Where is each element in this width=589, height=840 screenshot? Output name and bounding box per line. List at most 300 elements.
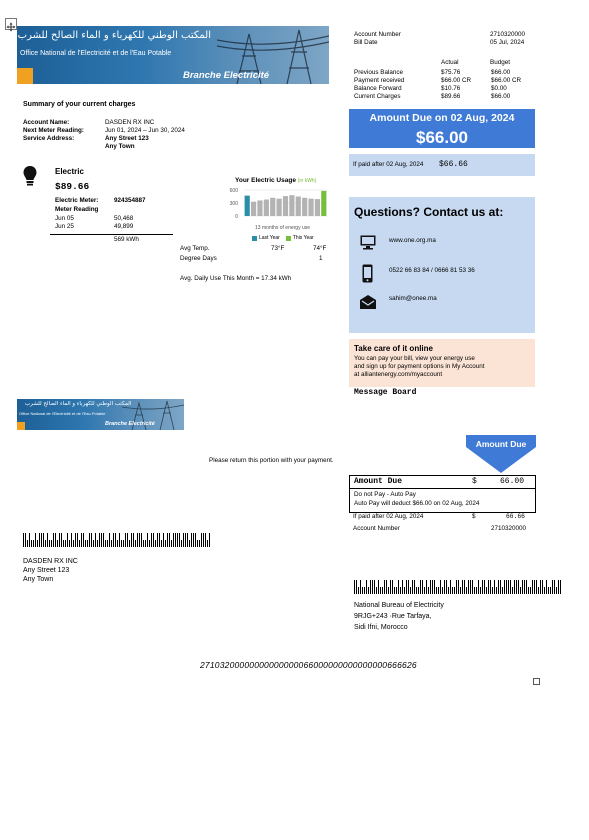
online-box bbox=[349, 339, 535, 387]
barcode-bar bbox=[131, 533, 132, 547]
barcode-bar bbox=[145, 540, 146, 547]
account-name-label: Account Name: bbox=[23, 119, 70, 126]
barcode-bar bbox=[127, 533, 128, 547]
column-actual-header: Actual bbox=[441, 59, 459, 66]
barcode-bar bbox=[440, 580, 441, 594]
barcode-bar bbox=[55, 533, 56, 547]
barcode-bar bbox=[410, 587, 411, 594]
barcode-bar bbox=[209, 533, 210, 547]
next-reading-value: Jun 01, 2024 – Jun 30, 2024 bbox=[105, 127, 185, 134]
barcode-bar bbox=[27, 540, 28, 547]
usage-bar bbox=[257, 200, 262, 216]
barcode-bar bbox=[201, 533, 202, 547]
barcode-bar bbox=[384, 580, 385, 594]
barcode-bar bbox=[504, 580, 505, 594]
barcode-bar bbox=[426, 580, 427, 594]
barcode-bar bbox=[448, 587, 449, 594]
barcode-bar bbox=[490, 580, 491, 594]
stub-account-number: 2710320000 bbox=[491, 525, 527, 532]
barcode-bar bbox=[520, 587, 521, 594]
barcode-bar bbox=[418, 587, 419, 594]
message-board-title: Message Board bbox=[354, 388, 417, 397]
barcode-bar bbox=[149, 540, 150, 547]
online-line: You can pay your bill, view your energy use bbox=[354, 355, 475, 362]
barcode-bar bbox=[470, 580, 471, 594]
barcode-bar bbox=[358, 587, 359, 594]
barcode-bar bbox=[175, 533, 176, 547]
amount-due-box bbox=[349, 109, 535, 148]
barcode-bar bbox=[364, 587, 365, 594]
barcode-bar bbox=[75, 533, 76, 547]
usage-chart bbox=[226, 176, 332, 248]
bill-date-value: 05 Jul, 2024 bbox=[490, 39, 525, 46]
barcode-bar bbox=[528, 587, 529, 594]
barcode-bar bbox=[89, 533, 90, 547]
account-number-value: 2710320000 bbox=[490, 31, 526, 38]
barcode-bar bbox=[23, 533, 24, 547]
balance-row bbox=[354, 69, 534, 101]
barcode-bar bbox=[59, 533, 60, 547]
barcode-bar bbox=[153, 533, 154, 547]
barcode-bar bbox=[57, 540, 58, 547]
barcode-bar bbox=[47, 533, 48, 547]
move-handle-icon[interactable] bbox=[5, 18, 17, 30]
barcode-bar bbox=[97, 540, 98, 547]
barcode-bar bbox=[354, 580, 355, 594]
barcode-bar bbox=[191, 533, 192, 547]
barcode-bar bbox=[498, 580, 499, 594]
stub-amount-due-value: 66.00 bbox=[500, 477, 525, 486]
barcode-bar bbox=[536, 580, 537, 594]
barcode-bar bbox=[500, 580, 501, 594]
barcode-bar bbox=[432, 580, 433, 594]
barcode-bar bbox=[382, 587, 383, 594]
barcode-bar bbox=[414, 580, 415, 594]
barcode-bar bbox=[394, 587, 395, 594]
barcode-bar bbox=[155, 540, 156, 547]
barcode-bar bbox=[356, 580, 357, 594]
usage-bar bbox=[251, 202, 256, 216]
resize-handle-icon[interactable] bbox=[533, 678, 540, 685]
usage-bar bbox=[315, 199, 320, 216]
service-address-line1: Any Street 123 bbox=[105, 135, 149, 142]
barcode-bar bbox=[450, 580, 451, 594]
barcode-bar bbox=[109, 533, 110, 547]
barcode-bar bbox=[199, 540, 200, 547]
barcode-bar bbox=[137, 533, 138, 547]
barcode-bar bbox=[65, 540, 66, 547]
barcode-bar bbox=[133, 533, 134, 547]
remit-address bbox=[354, 600, 444, 633]
barcode-bar bbox=[460, 587, 461, 594]
barcode-bar bbox=[556, 587, 557, 594]
barcode-bar bbox=[95, 533, 96, 547]
barcode-bar bbox=[171, 540, 172, 547]
barcode-bar bbox=[141, 533, 142, 547]
remit-address-line: Sidi Ifni, Morocco bbox=[354, 624, 408, 631]
barcode-bar bbox=[494, 580, 495, 594]
barcode-bar bbox=[87, 540, 88, 547]
legend-last-year-swatch bbox=[252, 236, 257, 241]
barcode-bar bbox=[119, 533, 120, 547]
barcode-bar bbox=[165, 540, 166, 547]
barcode-bar bbox=[159, 533, 160, 547]
barcode-bar bbox=[193, 533, 194, 547]
barcode-bar bbox=[522, 580, 523, 594]
mobile-phone-icon bbox=[362, 264, 373, 288]
barcode-bar bbox=[368, 587, 369, 594]
barcode-bar bbox=[173, 533, 174, 547]
barcode-bar bbox=[101, 533, 102, 547]
barcode-bar bbox=[69, 540, 70, 547]
barcode-bar bbox=[35, 533, 36, 547]
barcode-bar bbox=[372, 580, 373, 594]
amount-due-title: Amount Due on 02 Aug, 2024 bbox=[369, 112, 515, 124]
barcode-bar bbox=[123, 540, 124, 547]
summary-title: Summary of your current charges bbox=[23, 101, 136, 108]
barcode-bar bbox=[45, 540, 46, 547]
balance-row-label: Balance Forward bbox=[354, 85, 402, 92]
barcode-bar bbox=[552, 580, 553, 594]
barcode-bar bbox=[406, 580, 407, 594]
service-address-label: Service Address: bbox=[23, 135, 75, 142]
usage-bar bbox=[245, 196, 250, 216]
balance-row-label: Current Charges bbox=[354, 93, 401, 100]
postal-barcode bbox=[23, 533, 211, 547]
barcode-bar bbox=[189, 540, 190, 547]
barcode-bar bbox=[129, 540, 130, 547]
barcode-bar bbox=[51, 540, 52, 547]
barcode-bar bbox=[169, 533, 170, 547]
y-tick-label: 0 bbox=[235, 214, 238, 220]
barcode-bar bbox=[147, 533, 148, 547]
usage-chart-plot bbox=[226, 186, 332, 222]
degree-days-label: Degree Days bbox=[180, 255, 217, 262]
barcode-bar bbox=[185, 533, 186, 547]
barcode-bar bbox=[161, 540, 162, 547]
balance-row-label: Previous Balance bbox=[354, 69, 404, 76]
usage-chart-unit: (in kWh) bbox=[297, 178, 317, 184]
barcode-bar bbox=[179, 533, 180, 547]
barcode-bar bbox=[466, 587, 467, 594]
barcode-bar bbox=[516, 580, 517, 594]
barcode-bar bbox=[530, 587, 531, 594]
barcode-bar bbox=[480, 587, 481, 594]
barcode-bar bbox=[49, 540, 50, 547]
customer-address bbox=[23, 557, 78, 584]
barcode-bar bbox=[436, 587, 437, 594]
online-title: Take care of it online bbox=[354, 344, 433, 353]
barcode-bar bbox=[472, 580, 473, 594]
bill-date-label: Bill Date bbox=[354, 39, 378, 46]
return-note: Please return this portion with your payment. bbox=[209, 457, 334, 464]
barcode-bar bbox=[416, 587, 417, 594]
barcode-bar bbox=[388, 587, 389, 594]
balance-row-actual: $75.76 bbox=[441, 69, 461, 76]
lightbulb-icon bbox=[23, 165, 37, 192]
barcode-bar bbox=[446, 580, 447, 594]
barcode-bar bbox=[550, 587, 551, 594]
barcode-bar bbox=[404, 587, 405, 594]
balance-row-actual: $66.00 CR bbox=[441, 77, 472, 84]
contact-email[interactable]: sahim@onee.ma bbox=[389, 295, 437, 302]
barcode-bar bbox=[454, 587, 455, 594]
barcode-bar bbox=[121, 540, 122, 547]
barcode-bar bbox=[143, 540, 144, 547]
balance-row-budget: $0.00 bbox=[491, 85, 507, 92]
usage-chart-caption: 13 months of energy use bbox=[255, 225, 311, 231]
barcode-bar bbox=[103, 533, 104, 547]
stub-late-amount: 66.66 bbox=[506, 513, 525, 520]
autopay-line: Do not Pay - Auto Pay bbox=[354, 491, 416, 498]
barcode-bar bbox=[163, 533, 164, 547]
balance-row-budget: $66.00 bbox=[491, 93, 511, 100]
amount-due-value: $66.00 bbox=[416, 128, 468, 147]
barcode-bar bbox=[474, 587, 475, 594]
barcode-bar bbox=[408, 580, 409, 594]
barcode-bar bbox=[197, 540, 198, 547]
barcode-bar bbox=[207, 540, 208, 547]
barcode-bar bbox=[534, 580, 535, 594]
barcode-bar bbox=[484, 580, 485, 594]
balance-row-budget: $66.00 bbox=[491, 69, 511, 76]
barcode-bar bbox=[428, 587, 429, 594]
late-fee-amount: $66.66 bbox=[439, 160, 468, 169]
envelope-icon bbox=[359, 294, 377, 315]
y-tick-label: 300 bbox=[229, 201, 238, 207]
usage-bar bbox=[270, 198, 275, 216]
barcode-bar bbox=[67, 533, 68, 547]
barcode-bar bbox=[458, 580, 459, 594]
barcode-bar bbox=[167, 533, 168, 547]
legend-this-year-swatch bbox=[286, 236, 291, 241]
degree-days-value: 1 bbox=[319, 255, 323, 262]
barcode-bar bbox=[430, 580, 431, 594]
online-line[interactable]: at alliantenergy.com/myaccount bbox=[354, 371, 443, 378]
stub-banner bbox=[17, 399, 184, 430]
barcode-bar bbox=[380, 587, 381, 594]
contact-title: Questions? Contact us at: bbox=[354, 205, 504, 219]
customer-name: DASDEN RX INC bbox=[23, 558, 78, 565]
barcode-bar bbox=[79, 540, 80, 547]
contact-phone: 0522 66 83 84 / 0666 81 53 36 bbox=[389, 267, 475, 274]
barcode-bar bbox=[514, 580, 515, 594]
service-address-line2: Any Town bbox=[105, 143, 135, 150]
barcode-bar bbox=[478, 580, 479, 594]
stub-divider bbox=[350, 488, 535, 489]
barcode-bar bbox=[402, 580, 403, 594]
barcode-bar bbox=[492, 587, 493, 594]
barcode-bar bbox=[390, 580, 391, 594]
barcode-bar bbox=[422, 580, 423, 594]
usage-chart-title: Your Electric Usage bbox=[235, 177, 296, 184]
barcode-bar bbox=[412, 580, 413, 594]
barcode-bar bbox=[424, 587, 425, 594]
barcode-bar bbox=[510, 580, 511, 594]
barcode-bar bbox=[63, 540, 64, 547]
barcode-bar bbox=[486, 587, 487, 594]
customer-address-line: Any Street 123 bbox=[23, 567, 70, 574]
legend-this-year: This Year bbox=[292, 235, 314, 241]
account-number-label: Account Number bbox=[354, 31, 401, 38]
late-fee-label: If paid after 02 Aug, 2024 bbox=[353, 161, 424, 168]
barcode-bar bbox=[113, 533, 114, 547]
electric-meter-label: Electric Meter: bbox=[55, 197, 99, 204]
barcode-bar bbox=[41, 533, 42, 547]
barcode-bar bbox=[366, 580, 367, 594]
balance-row-label: Payment received bbox=[354, 77, 405, 84]
barcode-bar bbox=[542, 580, 543, 594]
barcode-bar bbox=[181, 540, 182, 547]
usage-bar bbox=[308, 199, 313, 216]
barcode-bar bbox=[540, 580, 541, 594]
barcode-bar bbox=[476, 587, 477, 594]
barcode-bar bbox=[31, 540, 32, 547]
barcode-bar bbox=[43, 533, 44, 547]
meter-reading-label: Meter Reading bbox=[55, 206, 99, 213]
electric-amount: $89.66 bbox=[55, 181, 90, 192]
barcode-bar bbox=[558, 580, 559, 594]
barcode-bar bbox=[115, 533, 116, 547]
amount-due-arrow bbox=[466, 435, 536, 473]
balance-row-actual: $10.76 bbox=[441, 85, 461, 92]
barcode-bar bbox=[518, 580, 519, 594]
account-summary-box bbox=[349, 26, 535, 108]
barcode-bar bbox=[508, 580, 509, 594]
barcode-bar bbox=[376, 587, 377, 594]
barcode-bar bbox=[462, 580, 463, 594]
stub-banner-arabic: المكتب الوطني للكهرباء و الماء الصالح للشرب bbox=[25, 401, 132, 407]
meter-total-rule bbox=[50, 234, 173, 235]
customer-address-line: Any Town bbox=[23, 576, 54, 583]
autopay-line: Auto Pay will deduct $66.00 on 02 Aug, 2024 bbox=[354, 500, 480, 507]
barcode-bar bbox=[81, 533, 82, 547]
meter-reading-date: Jun 25 bbox=[55, 223, 74, 230]
barcode-bar bbox=[438, 587, 439, 594]
usage-chart-title-row bbox=[235, 177, 316, 184]
barcode-bar bbox=[456, 580, 457, 594]
barcode-bar bbox=[85, 540, 86, 547]
payment-scanline: 27103200000000000000066000000000000000666626 bbox=[200, 660, 417, 670]
barcode-bar bbox=[99, 533, 100, 547]
barcode-bar bbox=[203, 533, 204, 547]
barcode-bar bbox=[496, 587, 497, 594]
account-name-value: DASDEN RX INC bbox=[105, 119, 155, 126]
barcode-bar bbox=[482, 580, 483, 594]
usage-total: 569 kWh bbox=[114, 236, 139, 243]
company-banner bbox=[17, 26, 329, 84]
barcode-bar bbox=[434, 580, 435, 594]
barcode-bar bbox=[464, 580, 465, 594]
balance-row-budget: $66.00 CR bbox=[491, 77, 522, 84]
banner-arabic-name: المكتب الوطني للكهرباء و الماء الصالح للشرب bbox=[17, 30, 211, 41]
avg-temp-this: 74°F bbox=[313, 245, 327, 252]
barcode-bar bbox=[177, 533, 178, 547]
barcode-bar bbox=[374, 580, 375, 594]
stub-amount-due-label: Amount Due bbox=[354, 477, 403, 486]
barcode-bar bbox=[53, 533, 54, 547]
banner-french-name: Office National de l'Electricité et de l'Eau Potable bbox=[20, 50, 172, 57]
legend-last-year: Last Year bbox=[259, 235, 280, 241]
barcode-bar bbox=[538, 587, 539, 594]
barcode-bar bbox=[93, 540, 94, 547]
barcode-bar bbox=[125, 533, 126, 547]
barcode-bar bbox=[107, 540, 108, 547]
usage-chart-legend bbox=[252, 235, 314, 241]
stub-banner-french: Office National de l'Electricité et de l'Eau Potable bbox=[19, 411, 106, 416]
electric-meter-number: 924354887 bbox=[114, 197, 146, 204]
usage-bar bbox=[264, 200, 269, 216]
usage-bar bbox=[289, 195, 294, 216]
meter-reading-row bbox=[55, 215, 133, 231]
barcode-bar bbox=[420, 580, 421, 594]
barcode-bar bbox=[396, 587, 397, 594]
banner-branch: Branche Electricité bbox=[183, 70, 270, 81]
barcode-bar bbox=[560, 580, 561, 594]
barcode-bar bbox=[71, 533, 72, 547]
remit-address-line: 9RJG+243 ·Rue Tarfaya, bbox=[354, 613, 432, 620]
stub-late-currency: $ bbox=[472, 513, 476, 520]
barcode-bar bbox=[33, 540, 34, 547]
barcode-bar bbox=[386, 580, 387, 594]
next-reading-label: Next Meter Reading: bbox=[23, 127, 84, 134]
barcode-bar bbox=[61, 533, 62, 547]
barcode-bar bbox=[139, 533, 140, 547]
barcode-bar bbox=[444, 580, 445, 594]
stub-banner-branch: Branche Electricité bbox=[105, 421, 155, 427]
barcode-bar bbox=[548, 587, 549, 594]
summary-details bbox=[23, 119, 213, 151]
barcode-bar bbox=[83, 533, 84, 547]
usage-bar bbox=[296, 197, 301, 217]
remit-address-line: National Bureau of Electricity bbox=[354, 602, 444, 609]
barcode-bar bbox=[360, 580, 361, 594]
meter-reading-value: 49,899 bbox=[114, 223, 134, 230]
barcode-bar bbox=[532, 580, 533, 594]
barcode-bar bbox=[554, 580, 555, 594]
barcode-bar bbox=[488, 580, 489, 594]
usage-bar bbox=[302, 198, 307, 216]
usage-bar bbox=[283, 196, 288, 216]
online-text bbox=[354, 355, 485, 379]
contact-website[interactable]: www.one.org.ma bbox=[389, 237, 436, 244]
barcode-bar bbox=[135, 540, 136, 547]
barcode-bar bbox=[77, 533, 78, 547]
stub-amount-due-box bbox=[349, 475, 536, 513]
barcode-bar bbox=[468, 580, 469, 594]
stub-late-label: If paid after 02 Aug, 2024 bbox=[353, 513, 424, 520]
barcode-bar bbox=[39, 533, 40, 547]
barcode-bar bbox=[546, 580, 547, 594]
barcode-bar bbox=[362, 587, 363, 594]
balance-row-actual: $89.66 bbox=[441, 93, 461, 100]
barcode-bar bbox=[205, 533, 206, 547]
barcode-bar bbox=[526, 580, 527, 594]
barcode-bar bbox=[25, 533, 26, 547]
avg-temp-last: 73°F bbox=[271, 245, 285, 252]
barcode-bar bbox=[183, 533, 184, 547]
barcode-bar bbox=[398, 580, 399, 594]
barcode-bar bbox=[452, 587, 453, 594]
barcode-bar bbox=[105, 540, 106, 547]
barcode-bar bbox=[151, 533, 152, 547]
y-tick-label: 600 bbox=[229, 188, 238, 194]
barcode-bar bbox=[400, 587, 401, 594]
meter-reading-value: 50,468 bbox=[114, 215, 134, 222]
amount-due-arrow-label: Amount Due bbox=[475, 439, 527, 449]
barcode-bar bbox=[378, 580, 379, 594]
electric-label: Electric bbox=[55, 167, 84, 176]
